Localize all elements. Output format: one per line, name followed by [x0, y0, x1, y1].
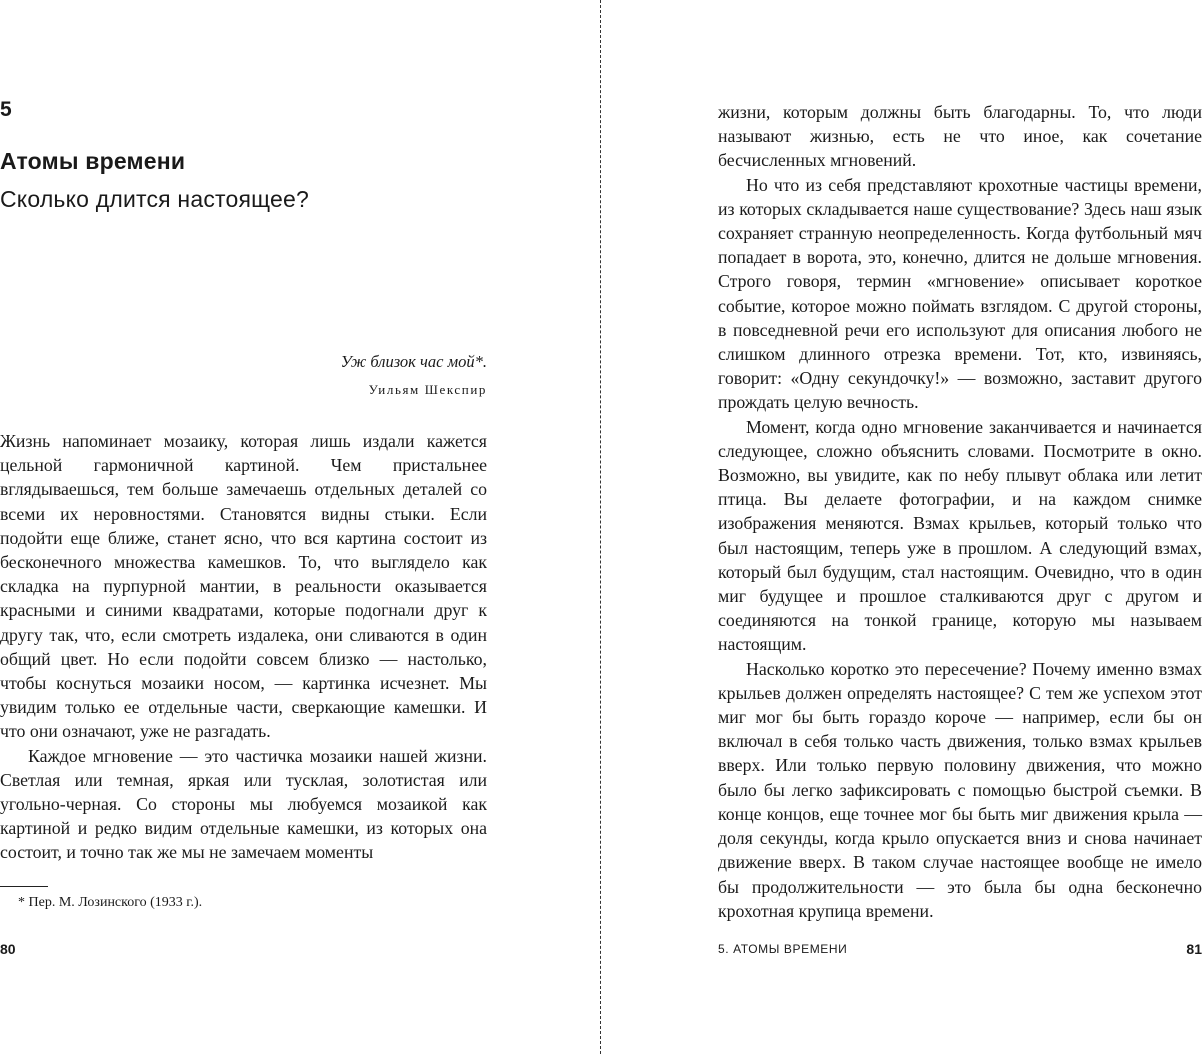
paragraph: Жизнь напоминает мозаику, которая лишь издали кажется цельной гармоничной картиной. Чем пристальнее вглядываешься, тем больше замечаешь отдельных деталей со всеми их неровностями. Становятся видны стыки. Если подойти еще ближе, станет ясно, что вся картина состоит из бесконечного множества камешков. То, что выглядело как складка на пурпурной мантии, в реальности оказывается красными и синими квадратами, которые подогнали друг к другу так, что, если смотреть издалека, они сливаются в один общий цвет. Но если подойти совсем близко — настолько, чтобы коснуться мозаики носом, — картинка исчезнет. Мы увидим только ее отдельные части, сверкающие камешки. И что они означают, уже не разгадать.	[0, 431, 487, 742]
footnote: * Пер. М. Лозинского (1933 г.).	[18, 895, 203, 910]
epigraph-text: Уж близок час мой*.	[340, 352, 487, 371]
chapter-title: Атомы времени	[0, 148, 186, 174]
paragraph: Но что из себя представляют крохотные частицы времени, из которых складывается наше существование? Здесь наш язык сохраняет странную неопределенность. Когда футбольный мяч попадает в ворота, это, конечно, длится не дольше мгновения. Строго говоря, термин «мгновение» описывает короткое событие, которое можно поймать взглядом. С другой стороны, в повседневной речи его используют для описания любого не слишком длинного отрезка времени. Тот, кто, извиняясь, говорит: «Одну секундочку!» — возможно, заставит другого прождать целую вечность.	[718, 174, 1202, 413]
footnote-divider	[0, 886, 48, 887]
page-number-right: 81	[1186, 941, 1202, 957]
chapter-subtitle: Сколько длится настоящее?	[0, 186, 309, 212]
paragraph: Каждое мгновение — это частичка мозаики нашей жизни. Светлая или темная, яркая или тусклая, золотистая или угольно-черная. Со стороны мы любуемся мозаикой как картиной и редко видим отдельные камешки, из которых она состоит, и точно так же мы не замечаем моменты	[0, 745, 487, 863]
right-body-text	[718, 100, 1202, 923]
right-page	[718, 0, 1202, 1054]
running-head: 5. АТОМЫ ВРЕМЕНИ	[718, 942, 848, 956]
paragraph: Насколько коротко это пересечение? Почему именно взмах крыльев должен определять настоящее? С тем же успехом этот миг мог бы быть гораздо короче — например, если бы он включал в себя только часть движения, только взмах крыльев вверх. Или только первую половину движения, что можно было бы легко зафиксировать с помощью быстрой съемки. В конце концов, еще точнее мог бы быть миг движения крыла — доля секунды, когда крыло опускается вниз и снова начинает движение вверх. В таком случае настоящее вообще не имело бы продолжительности — это была бы одна бесконечно крохотная крупица времени.	[718, 658, 1202, 921]
page-number-left: 80	[0, 941, 16, 957]
left-body-text	[0, 429, 487, 865]
paragraph: Момент, когда одно мгновение заканчивается и начинается следующее, сложно объяснить словами. Посмотрите в окно. Возможно, вы увидите, как по небу плывут облака или летит птица. Вы делаете фотографии, и на каждом снимке изображения меняются. Взмах крыльев, который только что был настоящим, теперь уже в прошлом. А следующий взмах, который был будущим, стал настоящим. Очевидно, что в один миг будущее и прошлое сталкиваются друг с другом и соединяются на тонкой границе, которую мы называем настоящим.	[718, 416, 1202, 655]
epigraph-author: Уильям Шекспир	[368, 382, 487, 397]
paragraph: жизни, которым должны быть благодарны. То, что люди называют жизнью, есть не что иное, как сочетание бесчисленных мгновений.	[718, 102, 1202, 171]
left-page	[0, 0, 487, 1054]
chapter-number: 5	[0, 98, 12, 121]
epigraph	[341, 350, 487, 400]
page-divider	[600, 0, 601, 1054]
